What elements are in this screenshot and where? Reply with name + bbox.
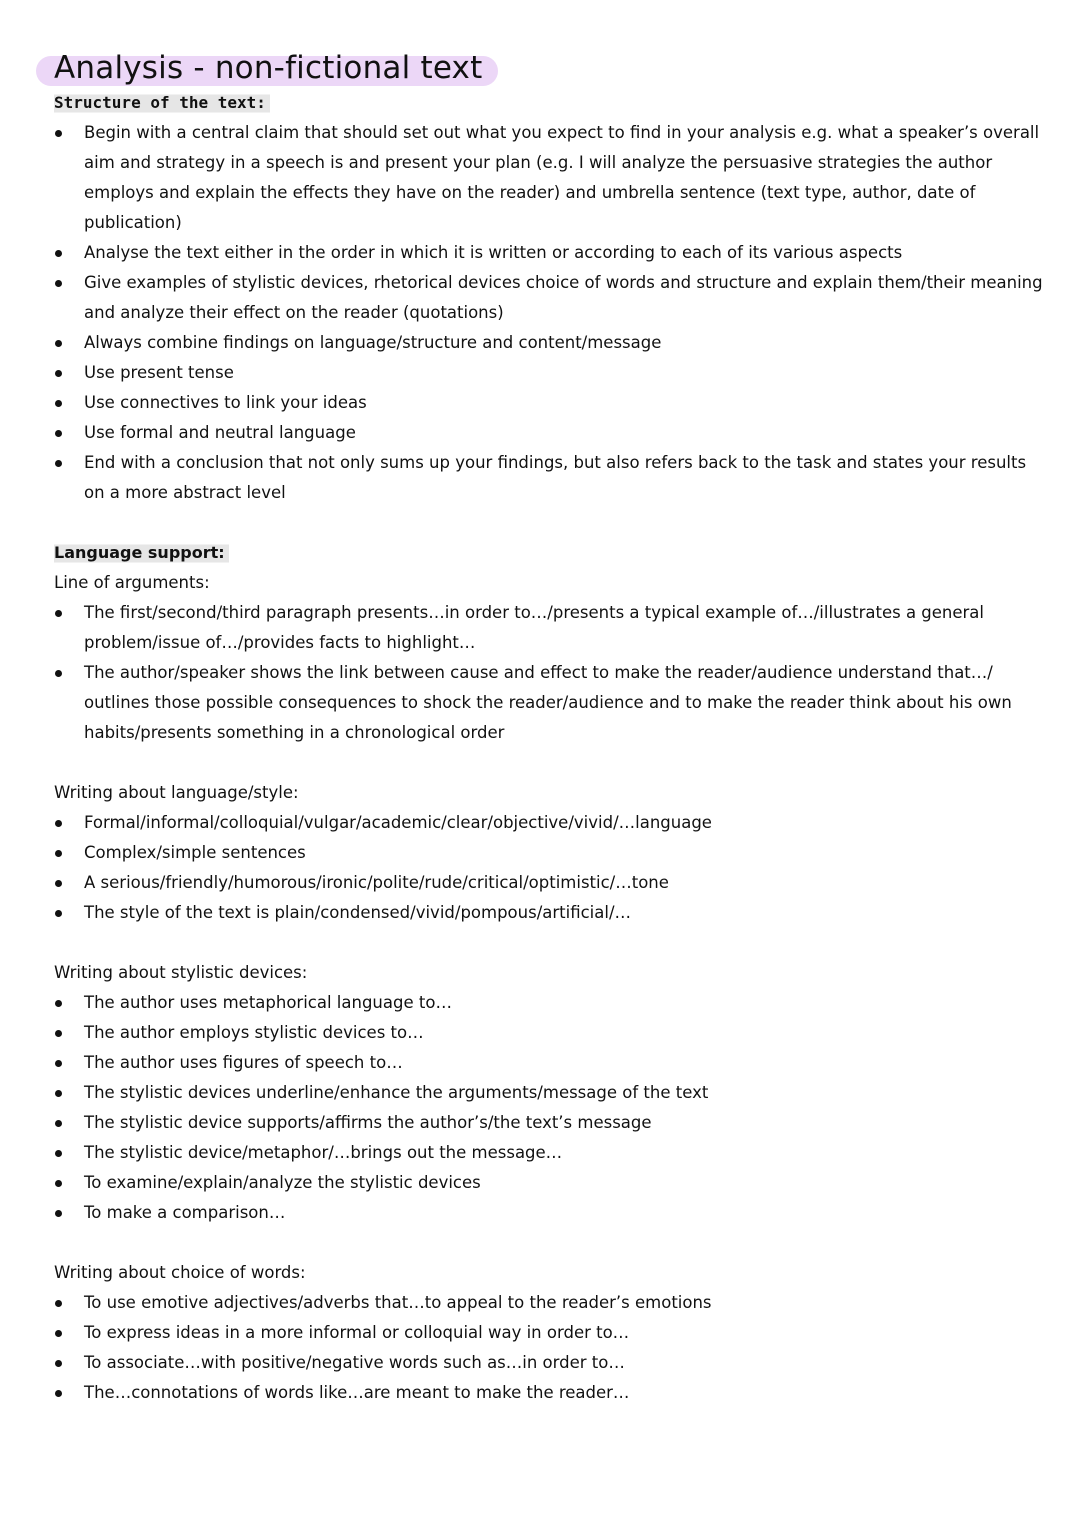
list-item: The style of the text is plain/condensed/vivid/pompous/artificial/… [54, 898, 1044, 928]
list-item: The first/second/third paragraph presents…in order to…/presents a typical example of…/illustrates a general problem/issue of…/provides facts to highlight… [54, 598, 1044, 658]
style-label: Writing about language/style: [54, 783, 299, 802]
list-item: The author uses figures of speech to… [54, 1048, 1044, 1078]
list-item: The…connotations of words like…are meant to make the reader… [54, 1378, 1044, 1408]
list-item: Analyse the text either in the order in which it is written or according to each of its various aspects [54, 238, 1044, 268]
words-list [54, 1288, 1044, 1408]
structure-heading: Structure of the text: [54, 88, 270, 118]
list-item: Use present tense [54, 358, 1044, 388]
structure-list [54, 118, 1044, 508]
page-title: Analysis - non-fictional text [54, 50, 483, 86]
list-item: To make a comparison… [54, 1198, 1044, 1228]
list-item: The stylistic devices underline/enhance the arguments/message of the text [54, 1078, 1044, 1108]
list-item: To associate…with positive/negative words such as…in order to… [54, 1348, 1044, 1378]
list-item: The author employs stylistic devices to… [54, 1018, 1044, 1048]
list-item: The author/speaker shows the link between cause and effect to make the reader/audience understand that…/ outlines those possible consequences to shock the reader/audience and to make the reader think about his own habits/presents something in a chronological order [54, 658, 1044, 748]
words-label: Writing about choice of words: [54, 1263, 306, 1282]
language-support-heading: Language support: [54, 538, 229, 568]
list-item: Use connectives to link your ideas [54, 388, 1044, 418]
language-support-section [54, 538, 1044, 1408]
list-item: End with a conclusion that not only sums up your findings, but also refers back to the task and states your results on a more abstract level [54, 448, 1044, 508]
structure-section [54, 88, 1044, 508]
list-item: To examine/explain/analyze the stylistic devices [54, 1168, 1044, 1198]
list-item: The stylistic device/metaphor/…brings out the message… [54, 1138, 1044, 1168]
spacer [54, 1228, 1044, 1258]
spacer [54, 508, 1044, 538]
list-item: Formal/informal/colloquial/vulgar/academic/clear/objective/vivid/…language [54, 808, 1044, 838]
list-item: The stylistic device supports/affirms the author’s/the text’s message [54, 1108, 1044, 1138]
list-item: A serious/friendly/humorous/ironic/polite/rude/critical/optimistic/…tone [54, 868, 1044, 898]
devices-label: Writing about stylistic devices: [54, 963, 308, 982]
spacer [54, 748, 1044, 778]
spacer [54, 928, 1044, 958]
list-item: To use emotive adjectives/adverbs that…to appeal to the reader’s emotions [54, 1288, 1044, 1318]
list-item: Begin with a central claim that should set out what you expect to find in your analysis e.g. what a speaker’s overall aim and strategy in a speech is and present your plan (e.g. I will analyze the persuasive strategies the author employs and explain the effects they have on the reader) and umbrella sentence (text type, author, date of publication) [54, 118, 1044, 238]
arguments-label: Line of arguments: [54, 573, 210, 592]
list-item: Complex/simple sentences [54, 838, 1044, 868]
list-item: Use formal and neutral language [54, 418, 1044, 448]
title-block [36, 50, 482, 86]
list-item: The author uses metaphorical language to… [54, 988, 1044, 1018]
devices-list [54, 988, 1044, 1228]
list-item: Always combine findings on language/structure and content/message [54, 328, 1044, 358]
style-list [54, 808, 1044, 928]
arguments-list [54, 598, 1044, 748]
list-item: To express ideas in a more informal or colloquial way in order to… [54, 1318, 1044, 1348]
notes-content [54, 88, 1044, 1408]
list-item: Give examples of stylistic devices, rhetorical devices choice of words and structure and explain them/their meaning and analyze their effect on the reader (quotations) [54, 268, 1044, 328]
